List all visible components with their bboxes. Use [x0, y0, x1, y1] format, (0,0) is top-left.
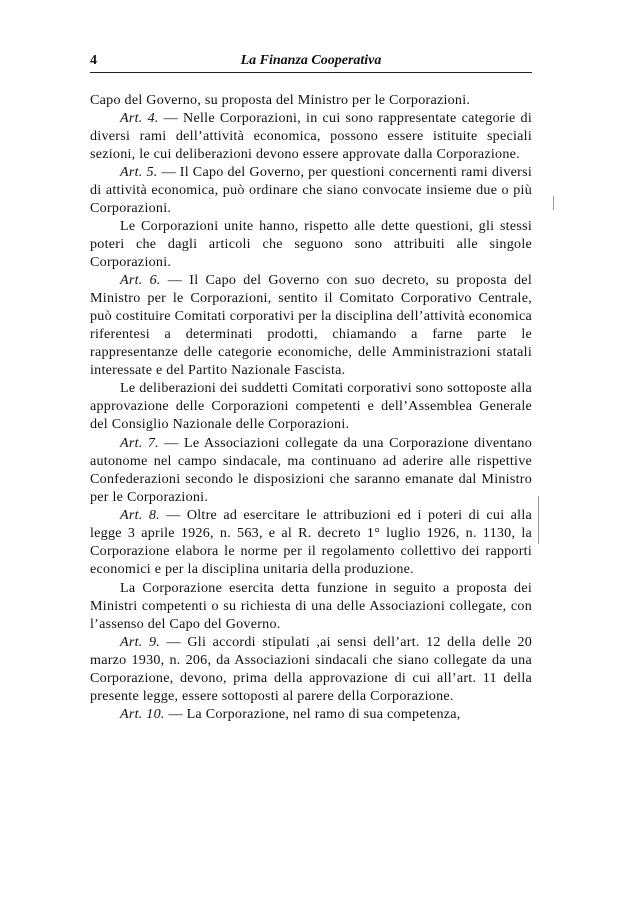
- article-6: [90, 271, 532, 379]
- paragraph-text: Le Corporazioni unite hanno, rispetto alle dette questioni, gli stessi poteri che dagli articoli che seguono sono attribuiti alle singole Corporazioni.: [90, 218, 532, 270]
- article-label: Art. 5.: [120, 164, 158, 180]
- paragraph-text: — Il Capo del Governo, per questioni concernenti rami diversi di attività economica, può ordinare che siano convocate insieme due o più Corporazioni.: [90, 164, 532, 216]
- article-label: Art. 7.: [120, 435, 159, 451]
- paragraph-text: — Nelle Corporazioni, in cui sono rappresentate categorie di diversi rami dell’attività economica, possono essere istituite speciali sezioni, le cui deliberazioni devono essere approvate dalla Corporazione.: [90, 110, 532, 162]
- article-label: Art. 8.: [120, 507, 160, 523]
- paragraph-text: Le deliberazioni dei suddetti Comitati corporativi sono sottoposte alla approvazione delle Corporazioni competenti e dell’Assemblea Generale del Consiglio Nazionale delle Corporazioni.: [90, 380, 532, 432]
- article-label: Art. 6.: [120, 272, 161, 288]
- paragraph-corporazioni-unite: [90, 217, 532, 271]
- article-5: [90, 163, 532, 217]
- paragraph-text: — Le Associazioni collegate da una Corporazione diventano autonome nel campo sindacale, ma continuano ad aderire alle rispettive Confederazioni secondo le disposizioni che saranno emanate dal Ministro per le Corporazioni.: [90, 435, 532, 505]
- body-text: [90, 91, 532, 723]
- article-7: [90, 434, 532, 506]
- article-label: Art. 4.: [120, 110, 159, 126]
- paragraph-text: — Oltre ad esercitare le attribuzioni ed i poteri di cui alla legge 3 aprile 1926, n. 563, e al R. decreto 1° luglio 1926, n. 1130, la Corporazione elabora le norme per il regolamento collettivo dei rapporti economici e per la disciplina unitaria della produzione.: [90, 507, 532, 577]
- paragraph-text: — La Corporazione, nel ramo di sua competenza,: [164, 706, 461, 722]
- article-label: Art. 9.: [120, 634, 161, 650]
- running-header: [90, 52, 532, 73]
- article-10: [90, 705, 532, 723]
- article-4: [90, 109, 532, 163]
- running-title: La Finanza Cooperativa: [240, 53, 382, 68]
- article-label: Art. 10.: [120, 706, 165, 722]
- article-9: [90, 633, 532, 705]
- paragraph-funzione: [90, 579, 532, 633]
- document-page: [90, 52, 532, 723]
- paragraph-text: — Il Capo del Governo con suo decreto, su proposta del Ministro per le Corporazioni, sentito il Comitato Corporativo Centrale, può costituire Comitati corporativi per la disciplina dell’attività economica riferentesi a determinati prodotti, chiamando a farne parte le rappresentanze delle categorie economiche, delle Amministrazioni statali interessate e del Partito Nazionale Fascista.: [90, 272, 532, 378]
- paragraph-text: — Gli accordi stipulati ,ai sensi dell’art. 12 della delle 20 marzo 1930, n. 206, da Associazioni sindacali che siano collegate da una Corporazione, devono, prima della approvazione di cui all’art. 11 della presente legge, essere sottoposti al parere della Corporazione.: [90, 634, 532, 704]
- paragraph-deliberazioni: [90, 379, 532, 433]
- paragraph-text: La Corporazione esercita detta funzione in seguito a proposta dei Ministri competenti o su richiesta di una delle Associazioni collegate, con l’assenso del Capo del Governo.: [90, 580, 532, 632]
- article-8: [90, 506, 532, 578]
- scan-margin-mark: [538, 496, 539, 544]
- scan-margin-mark: [553, 196, 554, 210]
- page-number: 4: [90, 53, 97, 68]
- paragraph-text: Capo del Governo, su proposta del Ministro per le Corporazioni.: [90, 92, 471, 108]
- paragraph-continuation: [90, 91, 532, 109]
